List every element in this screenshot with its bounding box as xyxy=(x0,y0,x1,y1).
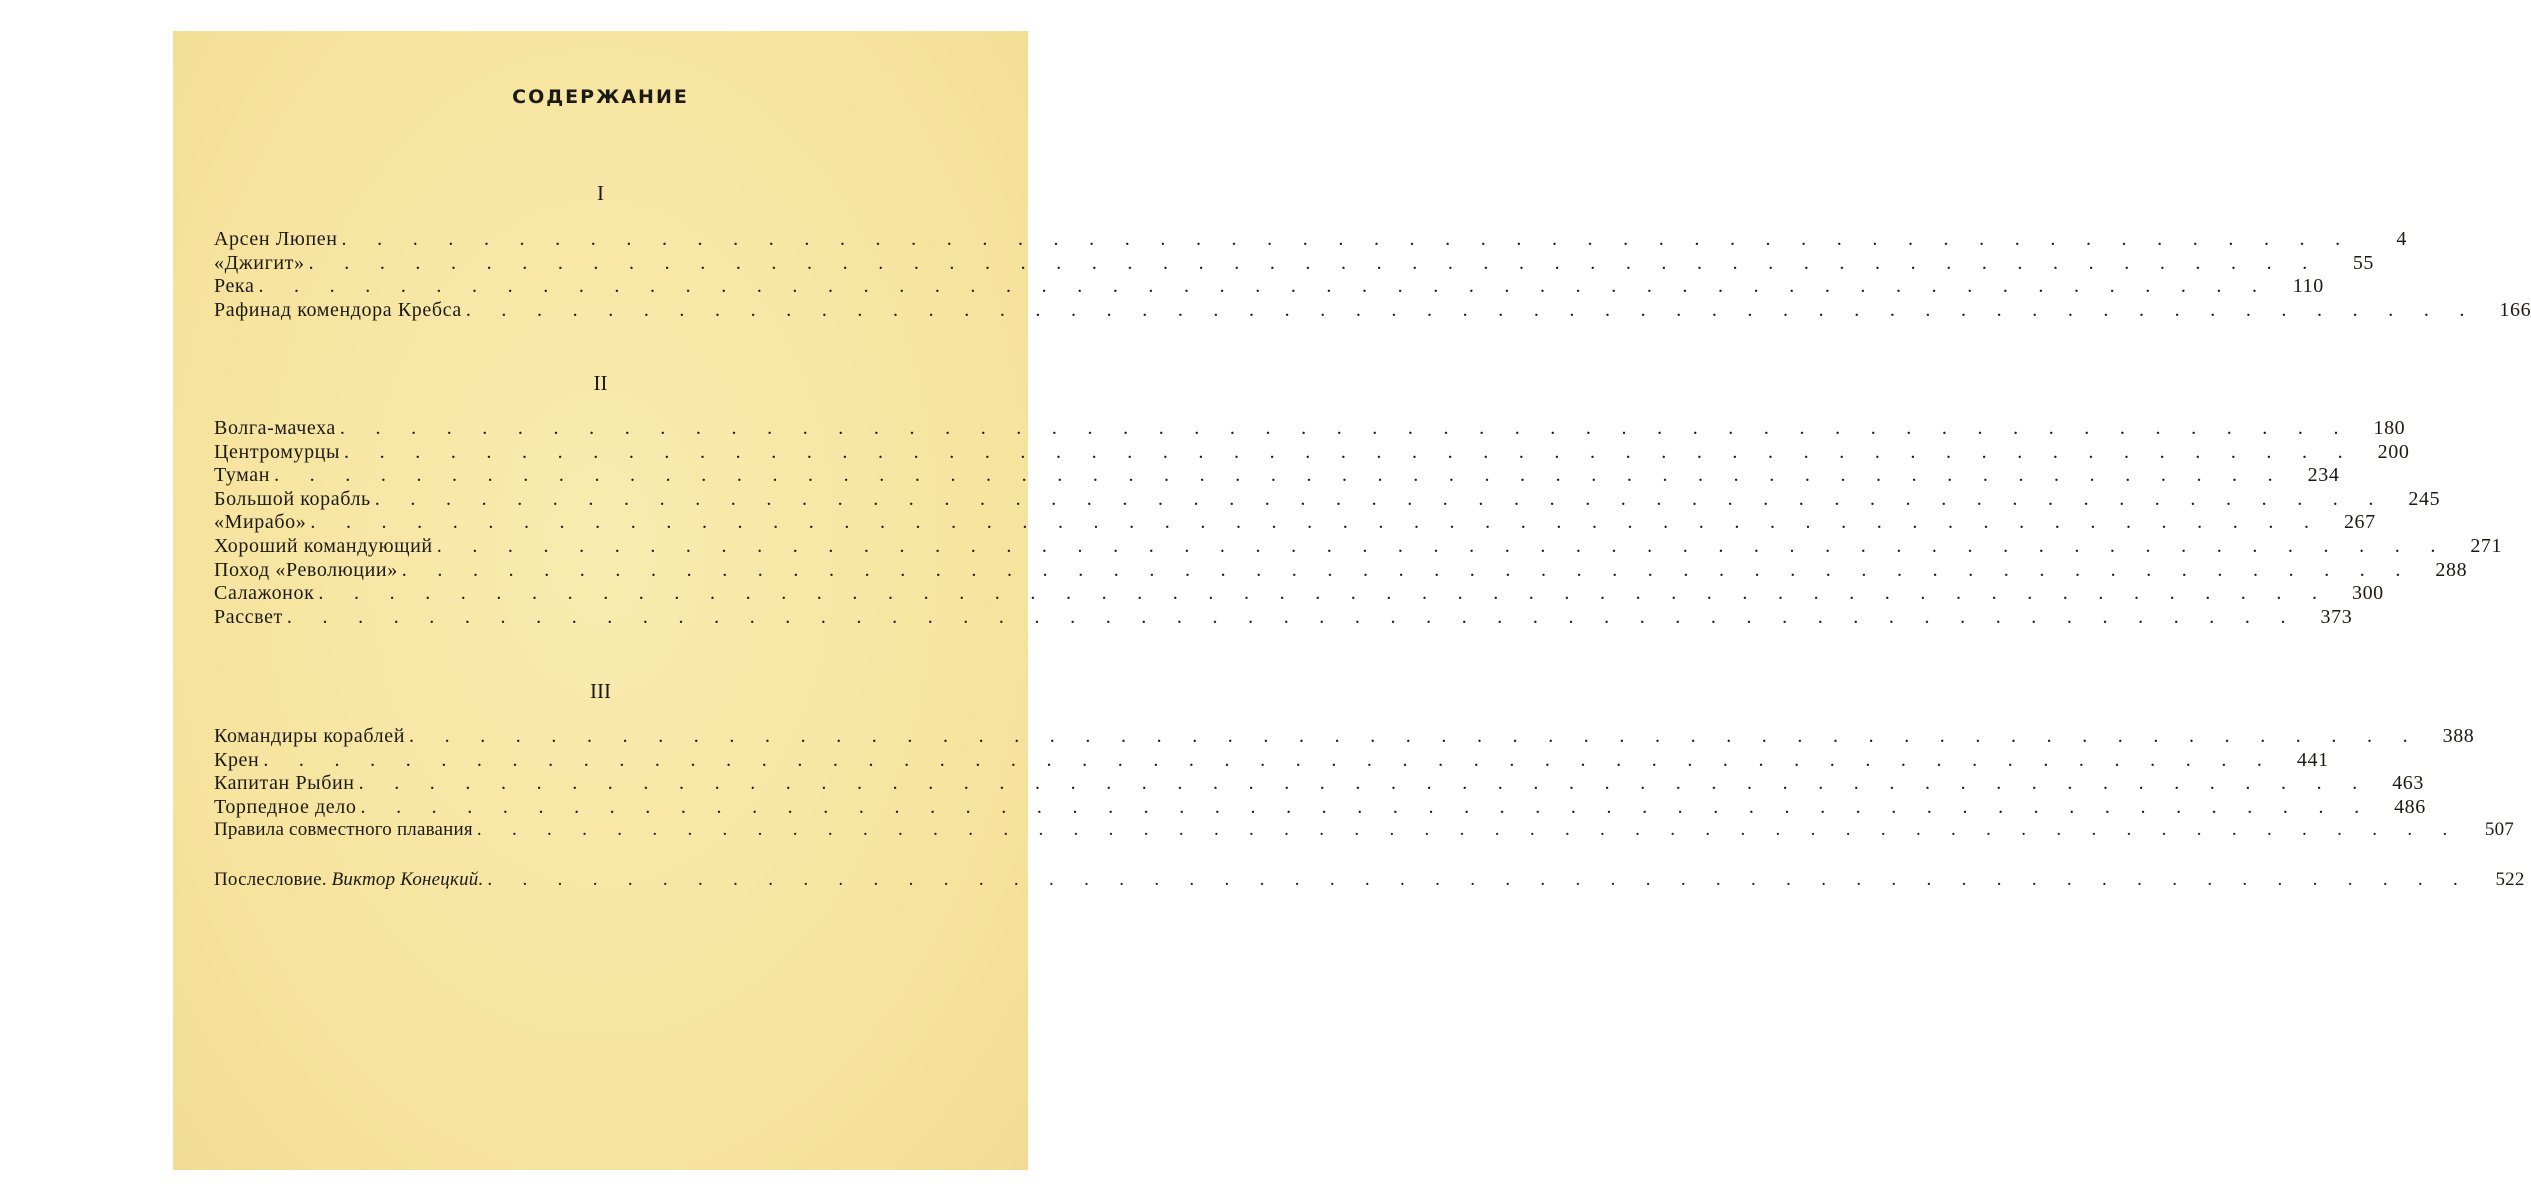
toc-entry xyxy=(214,534,2503,559)
toc-entry-afterword xyxy=(214,869,2525,893)
toc-entry-page: 486 xyxy=(2394,795,2426,818)
toc-entry-page: 373 xyxy=(2320,605,2353,628)
leader-dots: . . . . . . . . . . . . . . . . . . . . . . . . . . . . . . . . . . . . . . . . . . . . . . . . . . . . . . . . . xyxy=(339,417,2352,439)
toc-entry-page: 300 xyxy=(2351,582,2384,605)
toc-entry xyxy=(214,464,2340,488)
leader-dots: . . . . . . . . . . . . . . . . . . . . . . . . . . . . . . . . . . . . . . . . . . . . . . . . . . . . . . . . . xyxy=(476,819,2461,841)
toc-entry-title: Рафинад комендора Кребса xyxy=(214,298,462,321)
toc-entry-page: 180 xyxy=(2373,417,2406,439)
leader-dots: . . . . . . . . . . . . . . . . . . . . . . . . . . . . . . . . . . . . . . . . . . . . . . . . . . . . . . . . . xyxy=(318,582,2330,605)
leader-dots: . . . . . . . . . . . . . . . . . . . . . . . . . . . . . . . . . . . . . . . . . . . . . . . . . . . . . . . . . xyxy=(274,464,2286,487)
leader-dots: . . . . . . . . . . . . . . . . . . . . . . . . . . . . . . . . . . . . . . . . . . . . . . . . . . . . . . . . . xyxy=(258,275,2270,298)
toc-entry-page: 166 xyxy=(2499,298,2531,321)
leader-dots: . . . . . . . . . . . . . . . . . . . . . . . . . . . . . . . . . . . . . . . . . . . . . . . . . . . . . . . . . xyxy=(308,251,2321,274)
leader-dots: . . . . . . . . . . . . . . . . . . . . . . . . . . . . . . . . . . . . . . . . . . . . . . . . . . . . . . . . . xyxy=(409,725,2421,747)
afterword-author: Виктор Конецкий. xyxy=(331,869,484,890)
toc-entry-page: 288 xyxy=(2435,558,2468,581)
toc-entry-page: 267 xyxy=(2343,511,2376,534)
toc-entry xyxy=(214,748,2329,773)
toc-entry-page: 441 xyxy=(2296,748,2329,771)
toc-entry-page: 388 xyxy=(2442,725,2475,747)
toc-entry-title: «Джигит» xyxy=(214,251,305,274)
section-2-entries xyxy=(214,417,2503,629)
toc-entry xyxy=(214,417,2406,441)
toc-entry xyxy=(214,298,2531,323)
toc-entry-title: Поход «Революции» xyxy=(214,558,398,581)
toc-entry-title: Река xyxy=(214,275,255,298)
toc-entry xyxy=(214,605,2353,630)
toc-entry-page: 234 xyxy=(2307,464,2340,487)
toc-entry-title: Волга-мачеха xyxy=(214,417,336,439)
leader-dots: . . . . . . . . . . . . . . . . . . . . . . . . . . . . . . . . . . . . . . . . . . . . . . . . . . . . . . . . . xyxy=(465,298,2478,321)
toc-entry-page: 55 xyxy=(2352,251,2375,274)
toc-entry-title: Рассвет xyxy=(214,605,283,628)
toc-entry-title: Центромурцы xyxy=(214,440,341,463)
leader-dots: . . . . . . . . . . . . . . . . . . . . . . . . . . . . . . . . . . . . . . . . . . . . . . . . . . . . . . . . . xyxy=(344,440,2356,463)
toc-entry-page: 271 xyxy=(2470,534,2503,557)
toc-entry xyxy=(214,251,2375,276)
section-number-3: III xyxy=(590,679,611,703)
toc-entry-page: 4 xyxy=(2396,228,2407,250)
book-page xyxy=(173,31,2531,1170)
toc-entry-title: Торпедное дело xyxy=(214,795,357,818)
leader-dots: . . . . . . . . . . . . . . . . . . . . . . . . . . . . . . . . . . . . . . . . . . . . . . . . . . . . . . . . . xyxy=(436,534,2449,557)
toc-entry xyxy=(214,440,2410,465)
toc-entry xyxy=(214,772,2425,796)
toc-entry-page: 245 xyxy=(2408,487,2441,510)
toc-entry-title: Крен xyxy=(214,748,260,771)
toc-entry-title: Хороший командующий xyxy=(214,534,433,557)
toc-entry-title: «Мирабо» xyxy=(214,511,307,534)
toc-entry xyxy=(214,487,2441,512)
section-number-2: II xyxy=(593,371,608,395)
toc-entry-title: Большой корабль xyxy=(214,487,371,510)
toc-entry-page: 200 xyxy=(2377,440,2410,463)
toc-entry-title: Правила совместного плавания xyxy=(214,819,473,841)
toc-entry-title: Арсен Люпен xyxy=(214,228,338,250)
toc-entry xyxy=(214,795,2426,820)
toc-entry-title: Командиры кораблей xyxy=(214,725,405,747)
toc-entry-title: Капитан Рыбин xyxy=(214,772,355,795)
leader-dots: . . . . . . . . . . . . . . . . . . . . . . . . . . . . . . . . . . . . . . . . . . . . . . . . . . . . . . . . . xyxy=(341,228,2353,250)
toc-entry-page: 110 xyxy=(2292,275,2324,298)
toc-entry xyxy=(214,582,2384,606)
toc-entry xyxy=(214,819,2515,843)
leader-dots: . . . . . . . . . . . . . . . . . . . . . . . . . . . . . . . . . . . . . . . . . . . . . . . . . . . . . . . . . xyxy=(310,511,2322,534)
leader-dots: . . . . . . . . . . . . . . . . . . . . . . . . . . . . . . . . . . . . . . . . . . . . . . . . . . . . . . . . . xyxy=(360,795,2372,818)
afterword-label: Послесловие. xyxy=(214,869,327,890)
toc-entry-page: 522 xyxy=(2495,869,2525,890)
leader-dots: . . . . . . . . . . . . . . . . . . . . . . . . . . . . . . . . . . . . . . . . . . . . . . . . . . . . . . . . . xyxy=(487,869,2471,890)
toc-entry xyxy=(214,228,2407,252)
toc-entry-page: 463 xyxy=(2392,772,2425,795)
section-3-entries xyxy=(214,725,2515,843)
contents-title: СОДЕРЖАНИЕ xyxy=(512,86,689,108)
toc-entry xyxy=(214,275,2324,299)
afterword-entries xyxy=(214,869,2525,893)
toc-entry xyxy=(214,725,2475,749)
leader-dots: . . . . . . . . . . . . . . . . . . . . . . . . . . . . . . . . . . . . . . . . . . . . . . . . . . . . . . . . . xyxy=(401,558,2414,581)
toc-entry-title: Туман xyxy=(214,464,271,487)
leader-dots: . . . . . . . . . . . . . . . . . . . . . . . . . . . . . . . . . . . . . . . . . . . . . . . . . . . . . . . . . xyxy=(374,487,2387,510)
toc-entry xyxy=(214,558,2468,583)
toc-entry-title xyxy=(214,869,487,891)
leader-dots: . . . . . . . . . . . . . . . . . . . . . . . . . . . . . . . . . . . . . . . . . . . . . . . . . . . . . . . . . xyxy=(358,772,2371,795)
leader-dots: . . . . . . . . . . . . . . . . . . . . . . . . . . . . . . . . . . . . . . . . . . . . . . . . . . . . . . . . . xyxy=(286,605,2299,628)
section-1-entries xyxy=(214,228,2531,322)
leader-dots: . . . . . . . . . . . . . . . . . . . . . . . . . . . . . . . . . . . . . . . . . . . . . . . . . . . . . . . . . xyxy=(263,748,2275,771)
toc-entry-title: Салажонок xyxy=(214,582,315,605)
toc-entry xyxy=(214,511,2376,535)
toc-entry-page: 507 xyxy=(2484,819,2515,841)
section-number-1: I xyxy=(597,181,604,205)
